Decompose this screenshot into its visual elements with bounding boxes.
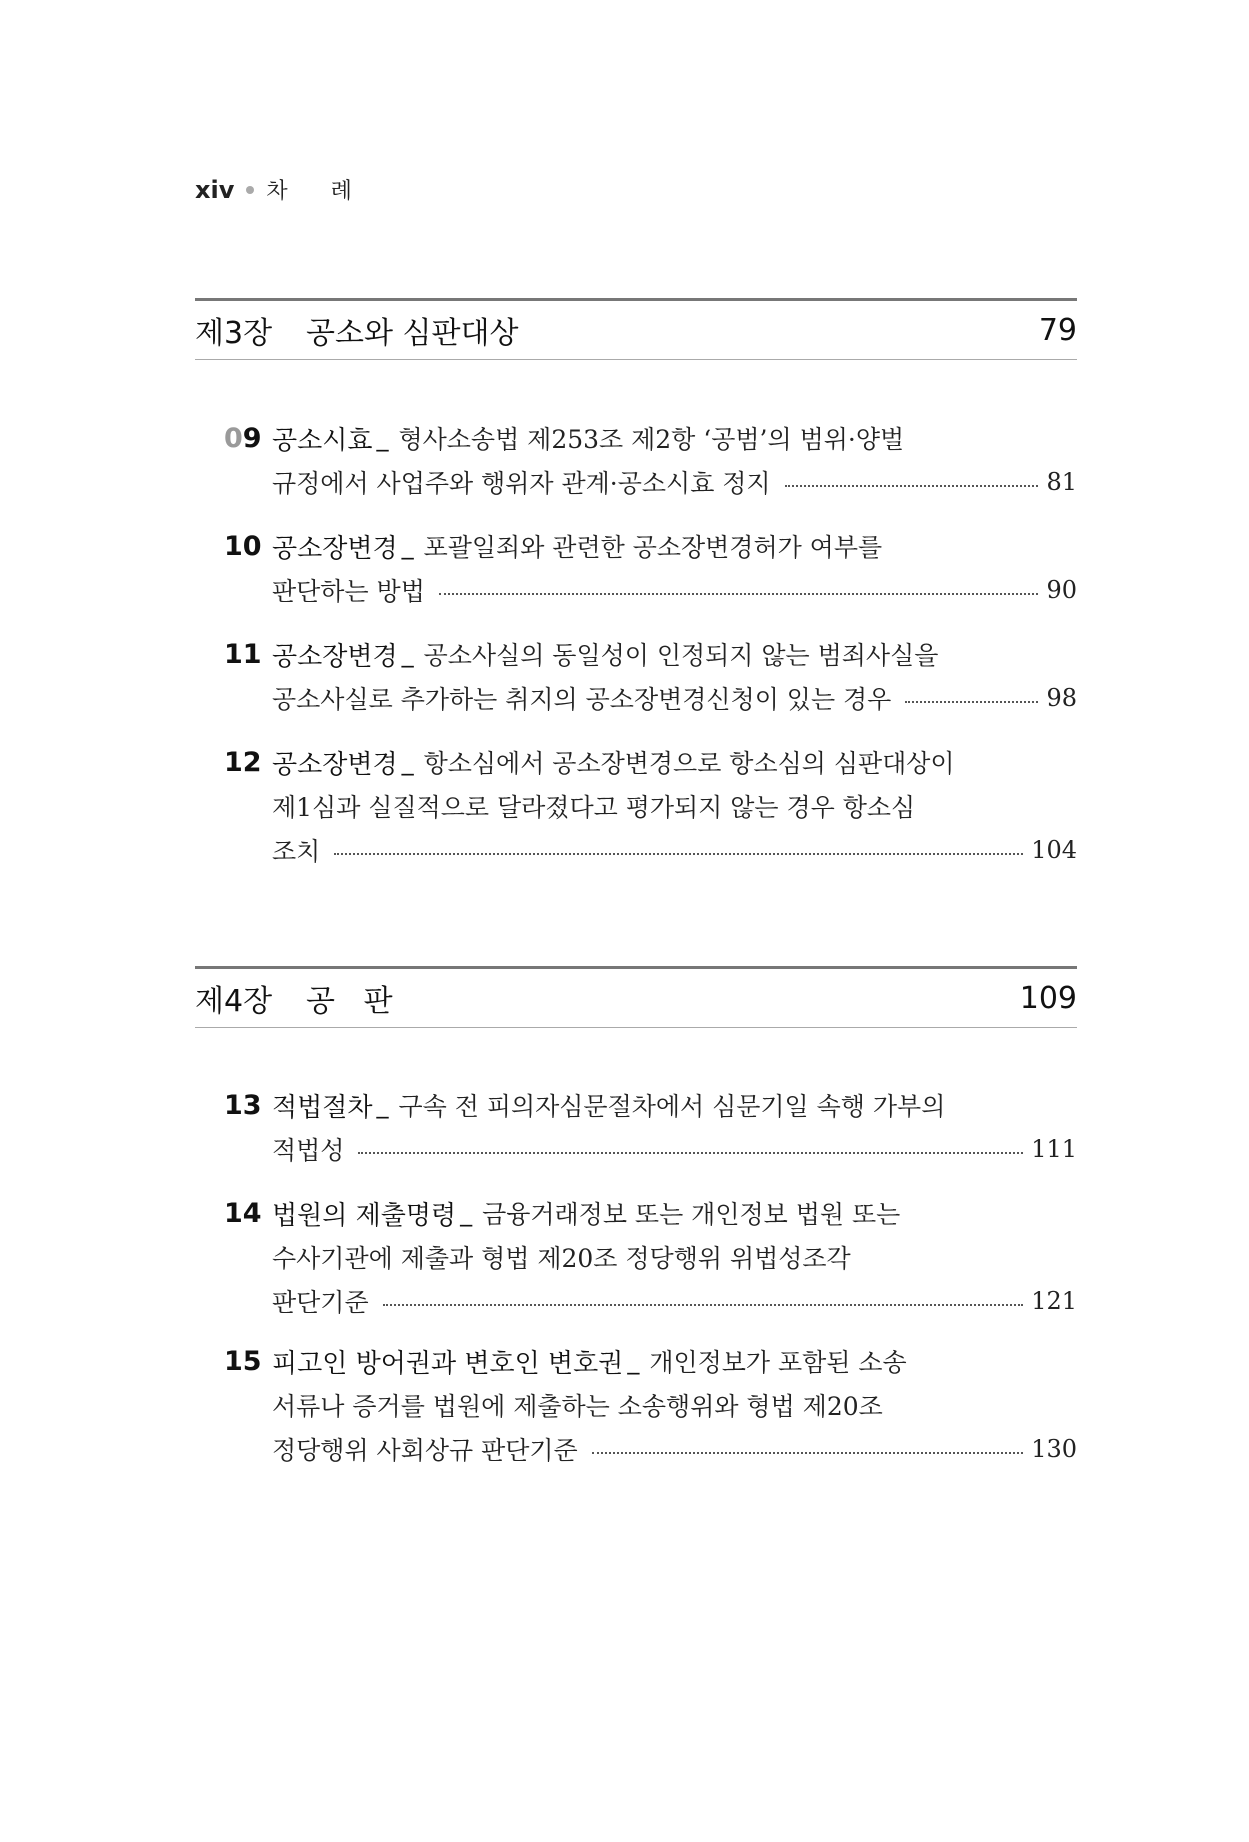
- entry-page: 130: [1031, 1435, 1077, 1463]
- dot-leader: [358, 1152, 1023, 1154]
- entry-number: 11: [224, 638, 262, 670]
- entry-separator: _: [401, 532, 414, 560]
- entry-text: 개인정보가 포함된 소송: [649, 1348, 907, 1377]
- entry-text: 포괄일죄와 관련한 공소장변경허가 여부를: [423, 533, 883, 562]
- entry-text: 규정에서 사업주와 행위자 관계·공소시효 정지: [272, 469, 771, 498]
- entry-page: 104: [1031, 836, 1077, 864]
- entry-heading: 피고인 방어권과 변호인 변호권: [272, 1348, 624, 1379]
- toc-entry-09[interactable]: [224, 416, 1077, 504]
- toc-entry-11[interactable]: [224, 632, 1077, 720]
- entry-number: 09: [224, 422, 262, 454]
- entry-heading: 공소시효: [272, 425, 373, 456]
- entry-text: 조치: [272, 837, 321, 866]
- chapter-label: 제4장: [195, 984, 273, 1019]
- entry-text: 적법성: [272, 1136, 345, 1165]
- entry-heading: 공소장변경: [272, 641, 398, 672]
- entry-number: 13: [224, 1089, 262, 1121]
- entry-text: 판단기준: [272, 1288, 369, 1317]
- entry-text: 구속 전 피의자심문절차에서 심문기일 속행 가부의: [398, 1092, 946, 1121]
- chapter-title: 공소와 심판대상: [306, 316, 519, 351]
- dot-leader: [439, 593, 1039, 595]
- page-number: xiv: [195, 175, 235, 204]
- bullet-icon: [246, 186, 254, 194]
- chapter-page: 109: [1019, 980, 1077, 1016]
- entry-heading: 공소장변경: [272, 533, 398, 564]
- entry-page: 121: [1031, 1287, 1077, 1315]
- running-head-title: 차 례: [266, 179, 370, 204]
- entry-number: 12: [224, 746, 262, 778]
- entry-page: 98: [1046, 684, 1077, 712]
- entry-separator: _: [376, 424, 389, 452]
- entry-separator: _: [401, 640, 414, 668]
- entry-page: 111: [1031, 1135, 1077, 1163]
- entry-text: 형사소송법 제253조 제2항 ‘공범’의 범위·양벌: [398, 425, 905, 454]
- toc-entry-13[interactable]: [224, 1083, 1077, 1171]
- entry-separator: _: [627, 1347, 640, 1375]
- entry-text: 정당행위 사회상규 판단기준: [272, 1436, 578, 1465]
- divider: [195, 359, 1077, 360]
- entry-text: 금융거래정보 또는 개인정보 법원 또는: [482, 1200, 901, 1229]
- entry-text: 공소사실로 추가하는 취지의 공소장변경신청이 있는 경우: [272, 685, 892, 714]
- entry-heading: 적법절차: [272, 1092, 373, 1123]
- entry-text: 수사기관에 제출과 형법 제20조 정당행위 위법성조각: [272, 1244, 851, 1273]
- entry-text: 서류나 증거를 법원에 제출하는 소송행위와 형법 제20조: [272, 1392, 883, 1421]
- dot-leader: [592, 1452, 1023, 1454]
- entry-separator: _: [460, 1199, 473, 1227]
- entry-number: 10: [224, 530, 262, 562]
- chapter-label: 제3장: [195, 316, 273, 351]
- entry-separator: _: [376, 1091, 389, 1119]
- running-head: [195, 174, 370, 205]
- divider: [195, 1027, 1077, 1028]
- chapter-4-header: [195, 966, 1077, 1028]
- entry-heading: 법원의 제출명령: [272, 1200, 457, 1231]
- entry-separator: _: [401, 748, 414, 776]
- toc-entry-14[interactable]: [224, 1191, 1077, 1323]
- entry-text: 항소심에서 공소장변경으로 항소심의 심판대상이: [423, 749, 955, 778]
- dot-leader: [383, 1304, 1024, 1306]
- toc-entry-12[interactable]: [224, 740, 1077, 872]
- dot-leader: [905, 701, 1038, 703]
- toc-entry-15[interactable]: [224, 1339, 1077, 1471]
- entry-number: 14: [224, 1197, 262, 1229]
- entry-text: 판단하는 방법: [272, 577, 425, 606]
- chapter-3-header: [195, 298, 1077, 360]
- chapter-title: 공 판: [306, 984, 393, 1019]
- entry-text: 공소사실의 동일성이 인정되지 않는 범죄사실을: [423, 641, 939, 670]
- chapter-page: 79: [1038, 312, 1077, 348]
- toc-entry-10[interactable]: [224, 524, 1077, 612]
- entry-page: 90: [1046, 576, 1077, 604]
- entry-number: 15: [224, 1345, 262, 1377]
- entry-text: 제1심과 실질적으로 달라졌다고 평가되지 않는 경우 항소심: [272, 793, 916, 822]
- entry-heading: 공소장변경: [272, 749, 398, 780]
- dot-leader: [785, 485, 1039, 487]
- dot-leader: [334, 853, 1023, 855]
- entry-page: 81: [1046, 468, 1077, 496]
